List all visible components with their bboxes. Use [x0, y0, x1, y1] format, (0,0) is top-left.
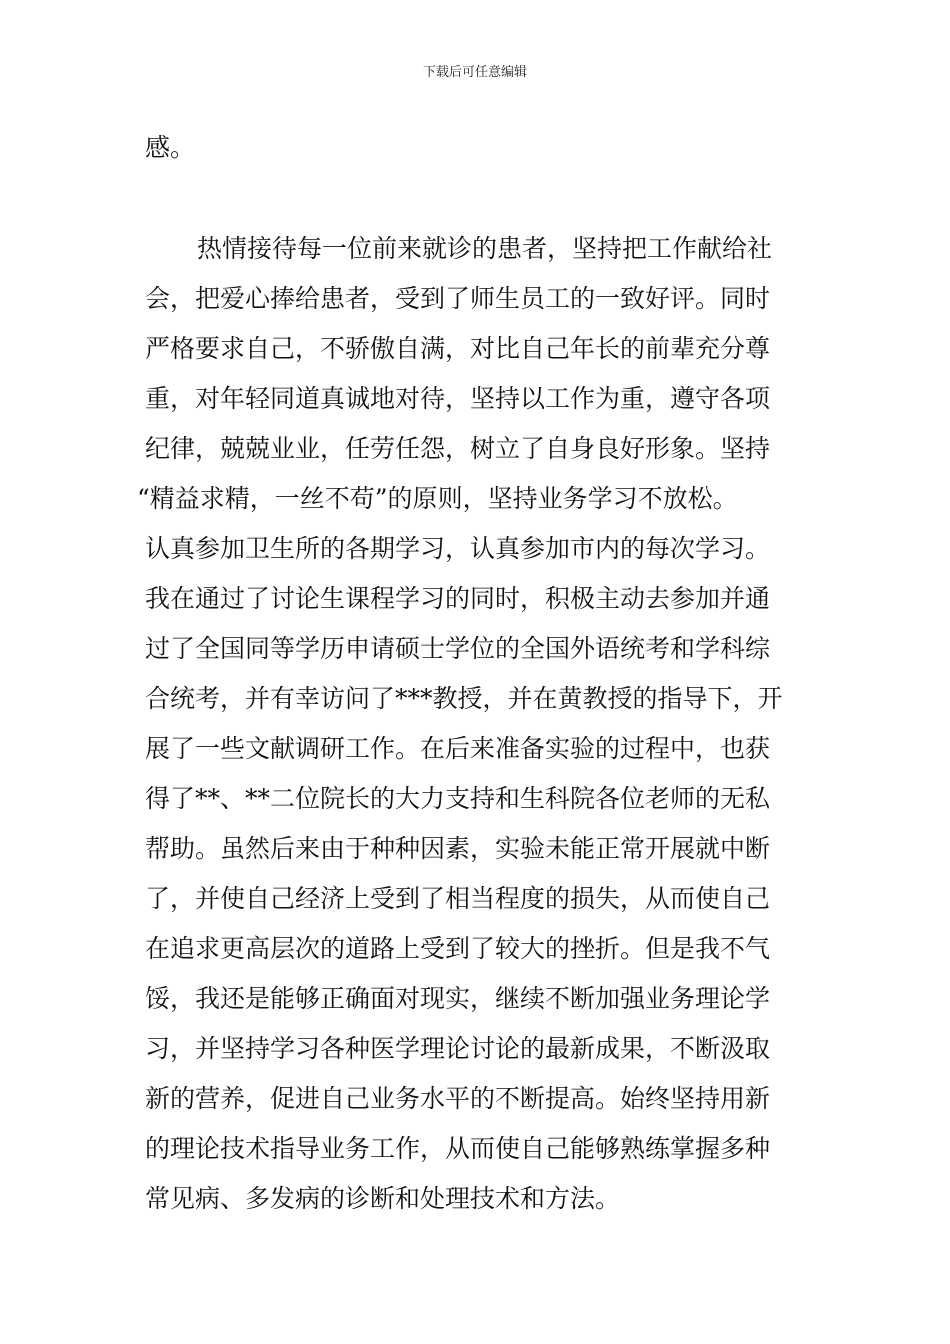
text-line: 我在通过了讨论生课程学习的同时，积极主动去参加并通 [145, 584, 771, 613]
text-line: 得了**、**二位院长的大力支持和生科院各位老师的无私 [145, 784, 771, 813]
page-header-note: 下载后可任意编辑 [422, 65, 527, 80]
text-line: 感。 [145, 133, 196, 162]
text-line: 会，把爱心捧给患者，受到了师生员工的一致好评。同时 [145, 284, 771, 313]
text-line: 重，对年轻同道真诚地对待，坚持以工作为重，遵守各项 [145, 384, 771, 413]
text-line: 认真参加卫生所的各期学习，认真参加市内的每次学习。 [145, 534, 771, 563]
text-line: 在追求更高层次的道路上受到了较大的挫折。但是我不气 [145, 934, 771, 963]
text-line: “精益求精，一丝不苟”的原则，坚持业务学习不放松。 [137, 484, 738, 513]
text-line: 纪律，兢兢业业，任劳任怨，树立了自身良好形象。坚持 [145, 434, 771, 463]
text-line: 严格要求自己，不骄傲自满，对比自己年长的前辈充分尊 [145, 334, 771, 363]
text-line: 合统考，并有幸访问了***教授，并在黄教授的指导下，开 [145, 684, 783, 713]
text-line: 展了一些文献调研工作。在后来准备实验的过程中，也获 [145, 734, 771, 763]
text-line: 了，并使自己经济上受到了相当程度的损失，从而使自己 [145, 884, 771, 913]
text-line: 的理论技术指导业务工作，从而使自己能够熟练掌握多种 [145, 1134, 771, 1163]
text-line: 帮助。虽然后来由于种种因素，实验未能正常开展就中断 [145, 834, 771, 863]
text-line: 新的营养，促进自己业务水平的不断提高。始终坚持用新 [145, 1084, 771, 1113]
text-line: 过了全国同等学历申请硕士学位的全国外语统考和学科综 [145, 634, 771, 663]
text-line: 馁，我还是能够正确面对现实，继续不断加强业务理论学 [145, 984, 771, 1013]
text-line: 热情接待每一位前来就诊的患者，坚持把工作献给社 [197, 234, 773, 263]
text-line: 常见病、多发病的诊断和处理技术和方法。 [145, 1184, 621, 1213]
text-line: 习，并坚持学习各种医学理论讨论的最新成果，不断汲取 [145, 1034, 771, 1063]
